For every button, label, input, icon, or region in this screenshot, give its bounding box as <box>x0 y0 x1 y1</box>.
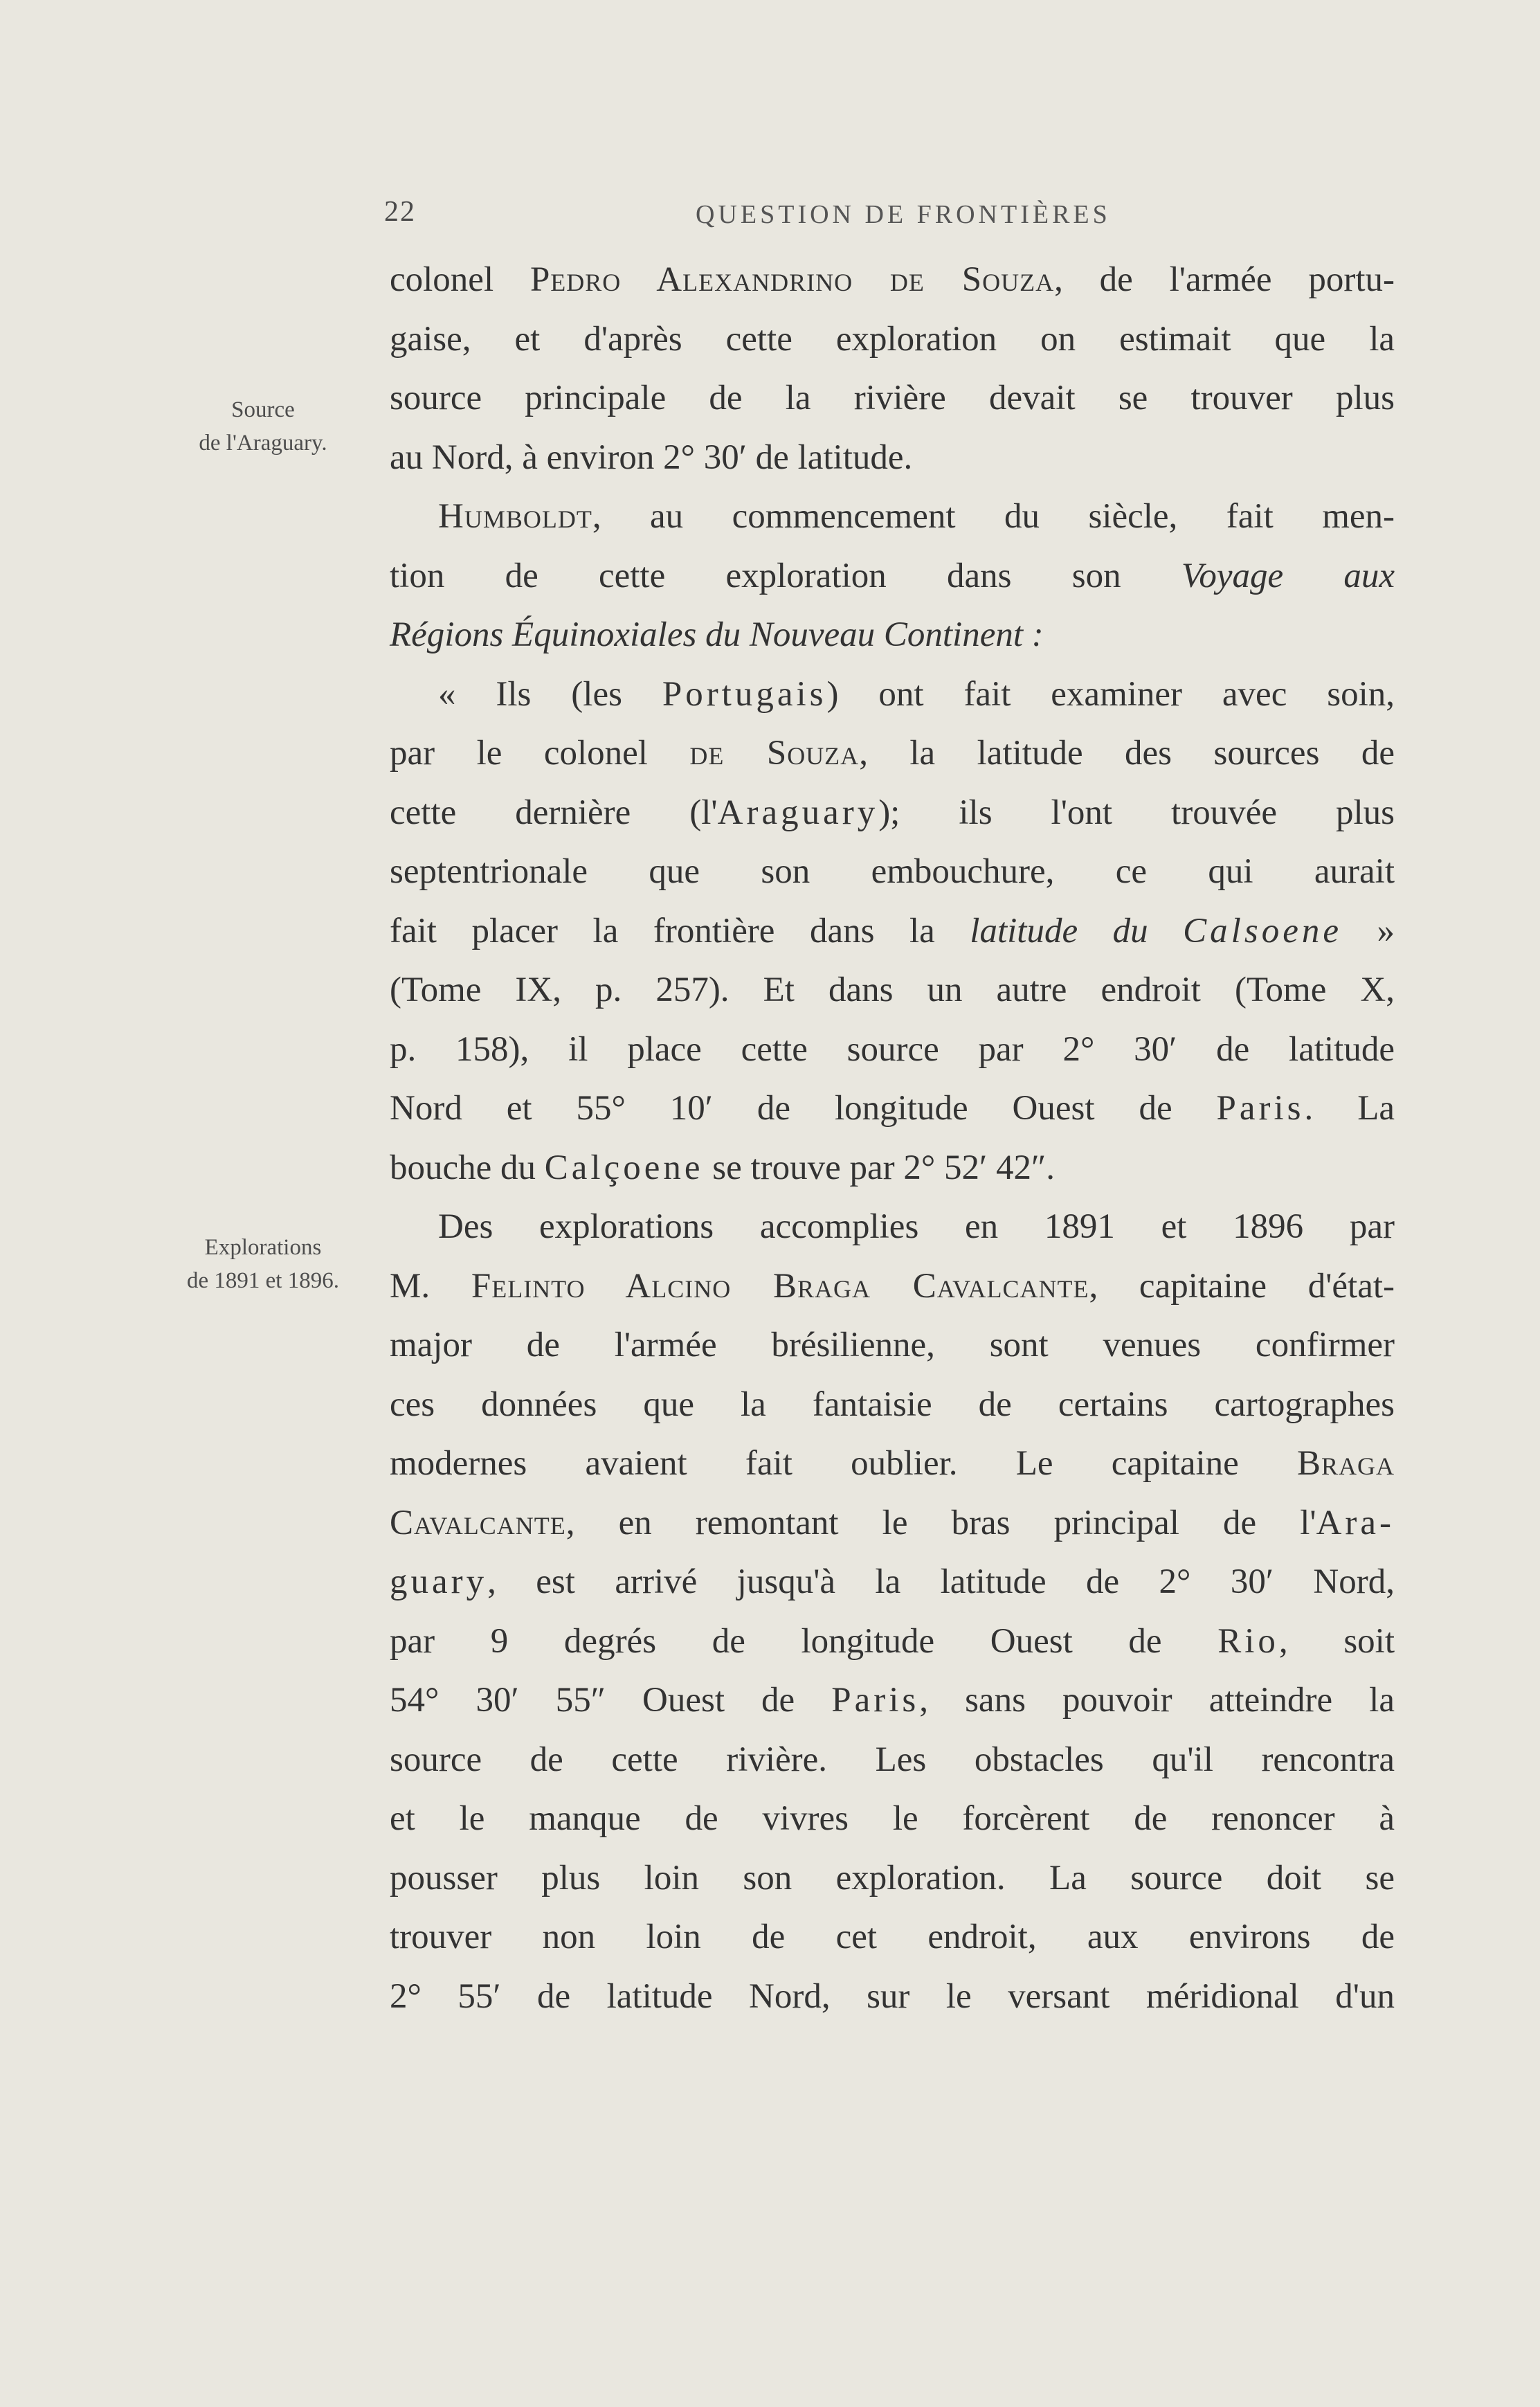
text-line: source principale de la rivière devait se trouver plus <box>390 379 1395 417</box>
text-line: cette dernière (l'Araguary); ils l'ont trouvée plus <box>390 793 1395 832</box>
text-line: par le colonel de Souza, la latitude des sources de <box>390 734 1395 773</box>
text-line: 54° 30′ 55″ Ouest de Paris, sans pouvoir atteindre la <box>390 1681 1395 1720</box>
text-line: tion de cette exploration dans son Voyage aux <box>390 556 1395 595</box>
text-line: bouche du Calçoene se trouve par 2° 52′ 42″. <box>390 1148 1055 1187</box>
text-line: « Ils (les Portugais) ont fait examiner avec soin, <box>438 674 1395 714</box>
text-line: Humboldt, au commencement du siècle, fait men- <box>438 497 1395 536</box>
text-line: (Tome IX, p. 257). Et dans un autre endroit (Tome X, <box>390 971 1395 1009</box>
margin-note-source <box>156 393 370 460</box>
margin-note-line: de 1891 et 1896. <box>187 1268 339 1293</box>
text-line: pousser plus loin son exploration. La source doit se <box>390 1858 1395 1897</box>
text-line: modernes avaient fait oublier. Le capitaine Braga <box>390 1444 1395 1483</box>
page-number: 22 <box>384 196 416 228</box>
text-line: guary, est arrivé jusqu'à la latitude de 2° 30′ Nord, <box>390 1562 1395 1601</box>
text-line: et le manque de vivres le forcèrent de renoncer à <box>390 1799 1395 1838</box>
margin-note-line: de l'Araguary. <box>199 431 327 456</box>
text-line: septentrionale que son embouchure, ce qui aurait <box>390 852 1395 891</box>
running-head <box>0 195 1540 237</box>
margin-note-line: Explorations <box>204 1235 322 1260</box>
text-line: gaise, et d'après cette exploration on estimait que la <box>390 319 1395 359</box>
margin-note-line: Source <box>231 397 295 422</box>
running-title: QUESTION DE FRONTIÈRES <box>696 200 1111 229</box>
text-line: 2° 55′ de latitude Nord, sur le versant méridional d'un <box>390 1976 1395 2016</box>
text-line: Nord et 55° 10′ de longitude Ouest de Paris. La <box>390 1089 1395 1128</box>
text-line: Régions Équinoxiales du Nouveau Continent : <box>390 615 1044 654</box>
margin-note-explorations <box>156 1231 370 1297</box>
text-line: Cavalcante, en remontant le bras principal de l'Ara- <box>390 1503 1395 1542</box>
text-line: ces données que la fantaisie de certains cartographes <box>390 1385 1395 1424</box>
body-text <box>390 251 1395 2026</box>
text-line: par 9 degrés de longitude Ouest de Rio, soit <box>390 1621 1395 1661</box>
text-line: Des explorations accomplies en 1891 et 1896 par <box>438 1207 1395 1246</box>
text-line: fait placer la frontière dans la latitude du Calsoene » <box>390 911 1395 950</box>
text-line: p. 158), il place cette source par 2° 30′ de latitude <box>390 1029 1395 1069</box>
text-line: M. Felinto Alcino Braga Cavalcante, capitaine d'état- <box>390 1266 1395 1306</box>
text-line: au Nord, à environ 2° 30′ de latitude. <box>390 438 913 477</box>
text-line: trouver non loin de cet endroit, aux environs de <box>390 1918 1395 1956</box>
text-line: colonel Pedro Alexandrino de Souza, de l'armée portu- <box>390 260 1395 299</box>
text-line: major de l'armée brésilienne, sont venues confirmer <box>390 1326 1395 1364</box>
text-line: source de cette rivière. Les obstacles qu'il rencontra <box>390 1740 1395 1779</box>
